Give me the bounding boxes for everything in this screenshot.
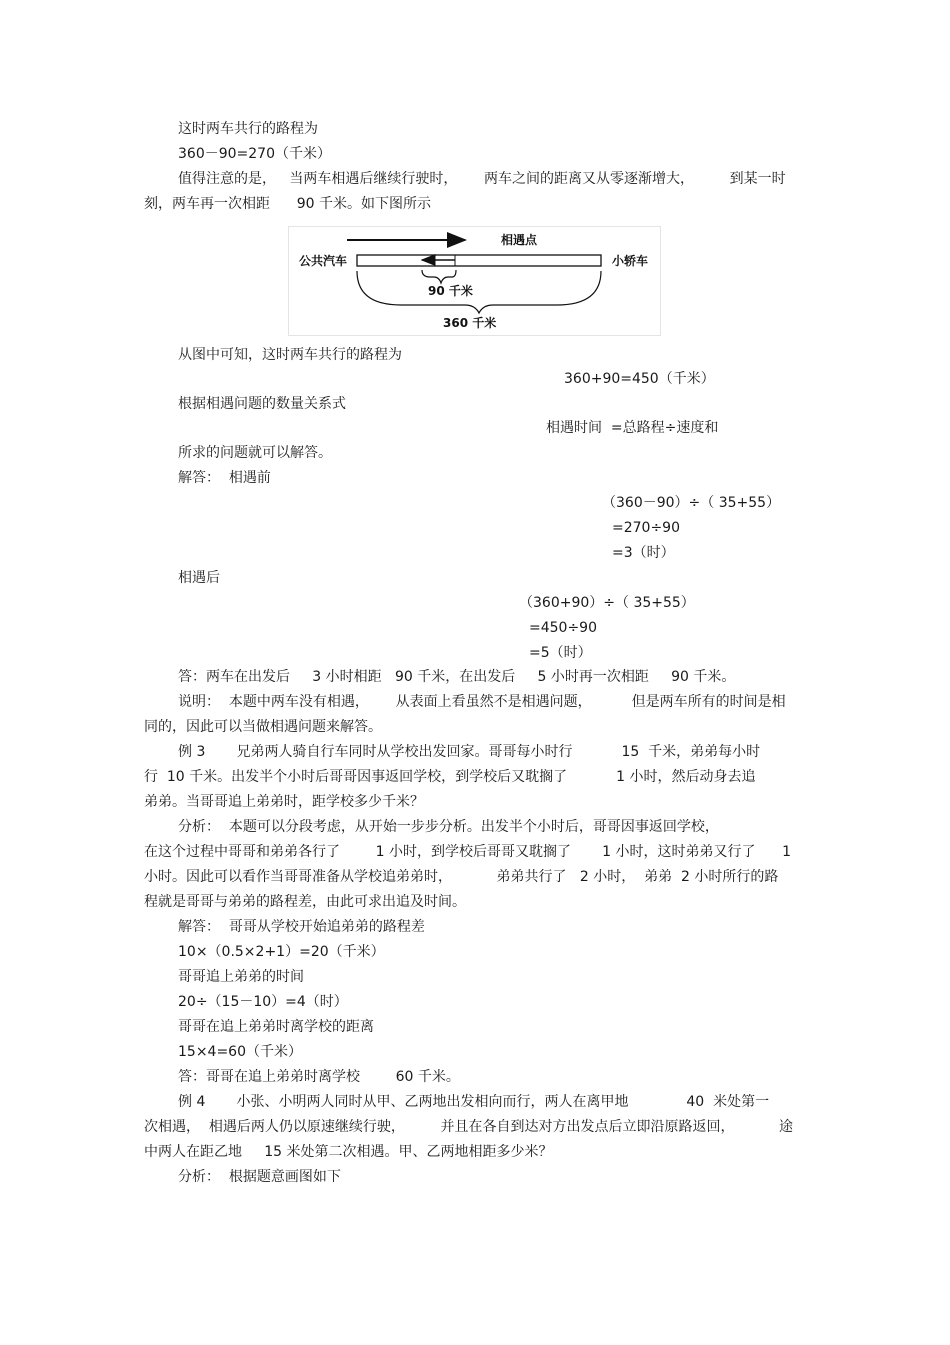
equation: =3（时）: [612, 545, 675, 561]
text-line: 根据相遇问题的数量关系式: [178, 396, 346, 412]
text-line: 所求的问题就可以解答。: [178, 445, 332, 461]
gap-label: 90 千米: [428, 284, 473, 298]
text-line: 行 10 千米。出发半个小时后哥哥因事返回学校，到学校后又耽搁了 1 小时，然后动身去追: [144, 769, 756, 785]
gap-brace: [422, 270, 456, 283]
total-label: 360 千米: [443, 316, 497, 330]
equation: =270÷90: [612, 520, 680, 536]
equation: 相遇时间 =总路程÷速度和: [546, 420, 719, 436]
equation: 20÷（15－10）=4（时）: [178, 994, 348, 1010]
text-line: 360－90=270（千米）: [178, 146, 331, 162]
text-line: 例 3 兄弟两人骑自行车同时从学校出发回家。哥哥每小时行 15 千米，弟弟每小时: [178, 744, 761, 760]
text-line: 值得注意的是， 当两车相遇后继续行驶时， 两车之间的距离又从零逐渐增大， 到某一时: [178, 171, 786, 187]
text-line: 在这个过程中哥哥和弟弟各行了 1 小时，到学校后哥哥又耽搁了 1 小时，这时弟弟又行了 1: [144, 844, 792, 860]
total-brace: [357, 271, 601, 313]
text-line: 分析： 本题可以分段考虑，从开始一步步分析。出发半个小时后，哥哥因事返回学校，: [178, 819, 719, 835]
text-line: 从图中可知，这时两车共行的路程为: [178, 347, 402, 363]
text-line: 哥哥追上弟弟的时间: [178, 969, 304, 985]
text-line: 哥哥在追上弟弟时离学校的距离: [178, 1019, 374, 1035]
text-line: 答：两车在出发后 3 小时相距 90 千米，在出发后 5 小时再一次相距 90 千米。: [178, 669, 736, 685]
equation: =5（时）: [529, 645, 592, 661]
meeting-diagram: [288, 226, 661, 336]
text-line: 答：哥哥在追上弟弟时离学校 60 千米。: [178, 1069, 460, 1085]
text-line: 中两人在距乙地 15 米处第二次相遇。甲、乙两地相距多少米？: [144, 1144, 553, 1160]
bus-label: 公共汽车: [299, 254, 348, 268]
equation: 360+90=450（千米）: [564, 371, 715, 387]
car-label: 小轿车: [612, 254, 649, 268]
equation: （360－90）÷（ 35+55）: [602, 495, 781, 511]
text-line: 解答： 相遇前: [178, 470, 271, 486]
equation: =450÷90: [529, 620, 597, 636]
text-line: 分析： 根据题意画图如下: [178, 1169, 341, 1185]
equation: 15×4=60（千米）: [178, 1044, 302, 1060]
meet-point-label: 相遇点: [501, 233, 538, 247]
text-line: 次相遇， 相遇后两人仍以原速继续行驶， 并且在各自到达对方出发点后立即沿原路返回， 途: [144, 1119, 794, 1135]
text-line: 同的，因此可以当做相遇问题来解答。: [144, 719, 382, 735]
equation: （360+90）÷（ 35+55）: [519, 595, 695, 611]
road-bar: [357, 255, 601, 266]
text-line: 程就是哥哥与弟弟的路程差，由此可求出追及时间。: [144, 894, 466, 910]
text-line: 刻，两车再一次相距 90 千米。如下图所示: [144, 196, 431, 212]
text-line: 例 4 小张、小明两人同时从甲、乙两地出发相向而行，两人在离甲地 40 米处第一: [178, 1094, 770, 1110]
text-line: 解答： 哥哥从学校开始追弟弟的路程差: [178, 919, 425, 935]
text-line: 说明： 本题中两车没有相遇， 从表面上看虽然不是相遇问题， 但是两车所有的时间是相: [178, 694, 786, 710]
text-line: 相遇后: [178, 570, 220, 586]
text-line: 小时。因此可以看作当哥哥准备从学校追弟弟时， 弟弟共行了 2 小时， 弟弟 2 小时所行的路: [144, 869, 779, 885]
text-line: 这时两车共行的路程为: [178, 121, 318, 137]
text-line: 弟弟。当哥哥追上弟弟时，距学校多少千米？: [144, 794, 424, 810]
equation: 10×（0.5×2+1）=20（千米）: [178, 944, 385, 960]
